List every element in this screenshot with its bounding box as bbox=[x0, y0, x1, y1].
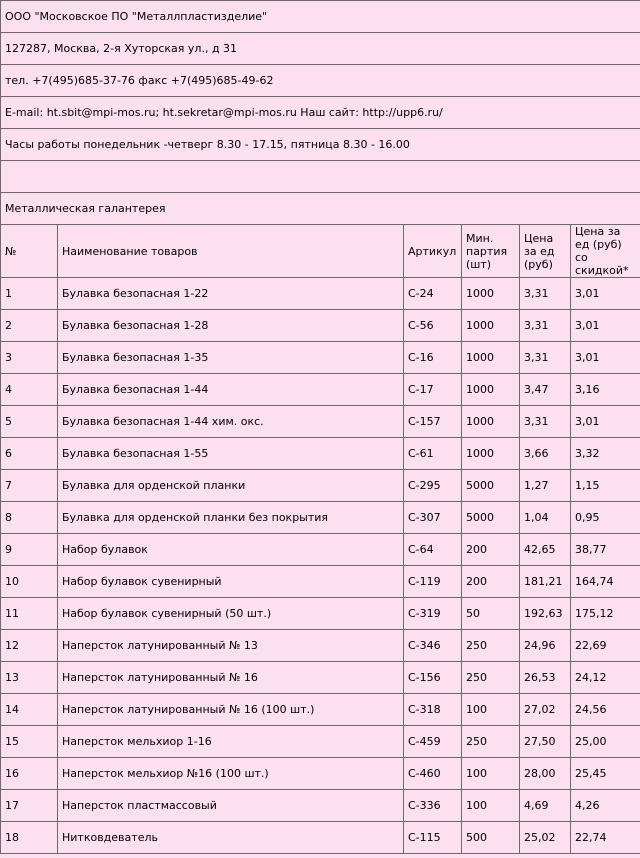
table-row bbox=[1, 438, 640, 470]
cell-article: С-307 bbox=[404, 502, 462, 534]
cell-num: 2 bbox=[1, 310, 58, 342]
table-row bbox=[1, 726, 640, 758]
cell-min-batch: 50 bbox=[462, 598, 520, 630]
cell-price: 3,31 bbox=[520, 310, 571, 342]
cell-num: 9 bbox=[1, 534, 58, 566]
company-contacts: E-mail: ht.sbit@mpi-mos.ru; ht.sekretar@mpi-mos.ru Наш сайт: http://upp6.ru/ bbox=[1, 97, 640, 129]
cell-price: 1,04 bbox=[520, 502, 571, 534]
cell-price: 3,47 bbox=[520, 374, 571, 406]
company-phones: тел. +7(495)685-37-76 факс +7(495)685-49-62 bbox=[1, 65, 640, 97]
table-row bbox=[1, 630, 640, 662]
cell-min-batch: 100 bbox=[462, 790, 520, 822]
section-title: Металлическая галантерея bbox=[1, 193, 640, 225]
cell-min-batch: 1000 bbox=[462, 310, 520, 342]
cell-name: Набор булавок сувенирный bbox=[58, 566, 404, 598]
table-row bbox=[1, 342, 640, 374]
cell-name: Наперсток латунированный № 13 bbox=[58, 630, 404, 662]
cell-price: 181,21 bbox=[520, 566, 571, 598]
cell-name: Наперсток латунированный № 16 bbox=[58, 662, 404, 694]
table-row bbox=[1, 662, 640, 694]
cell-min-batch: 1000 bbox=[462, 406, 520, 438]
cell-name: Булавка безопасная 1-22 bbox=[58, 278, 404, 310]
cell-article: С-319 bbox=[404, 598, 462, 630]
cell-name: Набор булавок сувенирный (50 шт.) bbox=[58, 598, 404, 630]
cell-num: 1 bbox=[1, 278, 58, 310]
cell-discount-price: 1,15 bbox=[571, 470, 640, 502]
table-row bbox=[1, 470, 640, 502]
cell-discount-price: 3,01 bbox=[571, 278, 640, 310]
table-header bbox=[1, 225, 640, 278]
cell-article: С-17 bbox=[404, 374, 462, 406]
header-discount-price: Цена за ед (руб) со скидкой* bbox=[571, 225, 640, 278]
cell-num: 8 bbox=[1, 502, 58, 534]
cell-discount-price: 4,26 bbox=[571, 790, 640, 822]
cell-discount-price: 25,45 bbox=[571, 758, 640, 790]
cell-num: 13 bbox=[1, 662, 58, 694]
cell-discount-price: 22,74 bbox=[571, 822, 640, 854]
header-name: Наименование товаров bbox=[58, 225, 404, 278]
cell-discount-price: 22,69 bbox=[571, 630, 640, 662]
cell-num: 6 bbox=[1, 438, 58, 470]
cell-discount-price: 25,00 bbox=[571, 726, 640, 758]
cell-min-batch: 250 bbox=[462, 630, 520, 662]
cell-min-batch: 5000 bbox=[462, 470, 520, 502]
table-row bbox=[1, 566, 640, 598]
cell-discount-price: 24,56 bbox=[571, 694, 640, 726]
cell-name: Наперсток мельхиор №16 (100 шт.) bbox=[58, 758, 404, 790]
cell-article: С-157 bbox=[404, 406, 462, 438]
cell-num: 4 bbox=[1, 374, 58, 406]
blank-row bbox=[1, 161, 640, 193]
cell-discount-price: 3,01 bbox=[571, 406, 640, 438]
cell-min-batch: 1000 bbox=[462, 438, 520, 470]
cell-price: 3,66 bbox=[520, 438, 571, 470]
cell-min-batch: 1000 bbox=[462, 342, 520, 374]
cell-min-batch: 100 bbox=[462, 694, 520, 726]
cell-article: С-119 bbox=[404, 566, 462, 598]
cell-name: Наперсток пластмассовый bbox=[58, 790, 404, 822]
company-name: ООО "Московское ПО "Металлпластизделие" bbox=[1, 1, 640, 33]
cell-num: 14 bbox=[1, 694, 58, 726]
cell-price: 25,02 bbox=[520, 822, 571, 854]
cell-article: С-318 bbox=[404, 694, 462, 726]
cell-discount-price: 3,16 bbox=[571, 374, 640, 406]
table-row bbox=[1, 790, 640, 822]
cell-num: 11 bbox=[1, 598, 58, 630]
cell-num: 7 bbox=[1, 470, 58, 502]
table-row bbox=[1, 502, 640, 534]
cell-discount-price: 3,01 bbox=[571, 342, 640, 374]
cell-discount-price: 175,12 bbox=[571, 598, 640, 630]
cell-name: Булавка безопасная 1-55 bbox=[58, 438, 404, 470]
cell-name: Булавка безопасная 1-44 bbox=[58, 374, 404, 406]
cell-article: С-16 bbox=[404, 342, 462, 374]
header-min-batch: Мин. партия (шт) bbox=[462, 225, 520, 278]
cell-price: 26,53 bbox=[520, 662, 571, 694]
cell-article: С-336 bbox=[404, 790, 462, 822]
table-row bbox=[1, 310, 640, 342]
cell-num: 18 bbox=[1, 822, 58, 854]
cell-discount-price: 24,12 bbox=[571, 662, 640, 694]
cell-num: 15 bbox=[1, 726, 58, 758]
table-row bbox=[1, 694, 640, 726]
cell-article: С-295 bbox=[404, 470, 462, 502]
cell-name: Наперсток латунированный № 16 (100 шт.) bbox=[58, 694, 404, 726]
cell-min-batch: 250 bbox=[462, 662, 520, 694]
cell-price: 3,31 bbox=[520, 406, 571, 438]
table-row bbox=[1, 374, 640, 406]
cell-discount-price: 164,74 bbox=[571, 566, 640, 598]
cell-article: С-460 bbox=[404, 758, 462, 790]
cell-min-batch: 1000 bbox=[462, 374, 520, 406]
cell-article: С-61 bbox=[404, 438, 462, 470]
cell-price: 28,00 bbox=[520, 758, 571, 790]
cell-num: 17 bbox=[1, 790, 58, 822]
table-row bbox=[1, 534, 640, 566]
cell-price: 27,50 bbox=[520, 726, 571, 758]
cell-price: 27,02 bbox=[520, 694, 571, 726]
cell-article: С-64 bbox=[404, 534, 462, 566]
cell-num: 5 bbox=[1, 406, 58, 438]
cell-num: 10 bbox=[1, 566, 58, 598]
company-address: 127287, Москва, 2-я Хуторская ул., д 31 bbox=[1, 33, 640, 65]
cell-num: 16 bbox=[1, 758, 58, 790]
cell-article: С-346 bbox=[404, 630, 462, 662]
cell-price: 3,31 bbox=[520, 278, 571, 310]
table-row bbox=[1, 598, 640, 630]
cell-num: 3 bbox=[1, 342, 58, 374]
cell-name: Наперсток мельхиор 1-16 bbox=[58, 726, 404, 758]
cell-price: 4,69 bbox=[520, 790, 571, 822]
table-row bbox=[1, 278, 640, 310]
cell-min-batch: 500 bbox=[462, 822, 520, 854]
cell-article: С-459 bbox=[404, 726, 462, 758]
cell-price: 24,96 bbox=[520, 630, 571, 662]
working-hours: Часы работы понедельник -четверг 8.30 - 17.15, пятница 8.30 - 16.00 bbox=[1, 129, 640, 161]
cell-min-batch: 1000 bbox=[462, 278, 520, 310]
cell-discount-price: 0,95 bbox=[571, 502, 640, 534]
cell-name: Булавка для орденской планки bbox=[58, 470, 404, 502]
cell-discount-price: 38,77 bbox=[571, 534, 640, 566]
cell-num: 12 bbox=[1, 630, 58, 662]
header-price: Цена за ед (руб) bbox=[520, 225, 571, 278]
table-row bbox=[1, 822, 640, 854]
cell-name: Нитковдеватель bbox=[58, 822, 404, 854]
cell-min-batch: 200 bbox=[462, 534, 520, 566]
cell-article: С-156 bbox=[404, 662, 462, 694]
cell-min-batch: 200 bbox=[462, 566, 520, 598]
cell-article: С-24 bbox=[404, 278, 462, 310]
cell-min-batch: 100 bbox=[462, 758, 520, 790]
cell-article: С-56 bbox=[404, 310, 462, 342]
cell-name: Булавка безопасная 1-28 bbox=[58, 310, 404, 342]
cell-name: Булавка безопасная 1-35 bbox=[58, 342, 404, 374]
cell-price: 1,27 bbox=[520, 470, 571, 502]
cell-price: 3,31 bbox=[520, 342, 571, 374]
cell-article: С-115 bbox=[404, 822, 462, 854]
table-row bbox=[1, 406, 640, 438]
cell-name: Булавка для орденской планки без покрытия bbox=[58, 502, 404, 534]
cell-name: Булавка безопасная 1-44 хим. окс. bbox=[58, 406, 404, 438]
cell-price: 42,65 bbox=[520, 534, 571, 566]
cell-min-batch: 250 bbox=[462, 726, 520, 758]
header-num: № bbox=[1, 225, 58, 278]
table-row bbox=[1, 758, 640, 790]
cell-discount-price: 3,01 bbox=[571, 310, 640, 342]
cell-discount-price: 3,32 bbox=[571, 438, 640, 470]
cell-price: 192,63 bbox=[520, 598, 571, 630]
cell-min-batch: 5000 bbox=[462, 502, 520, 534]
header-article: Артикул bbox=[404, 225, 462, 278]
cell-name: Набор булавок bbox=[58, 534, 404, 566]
